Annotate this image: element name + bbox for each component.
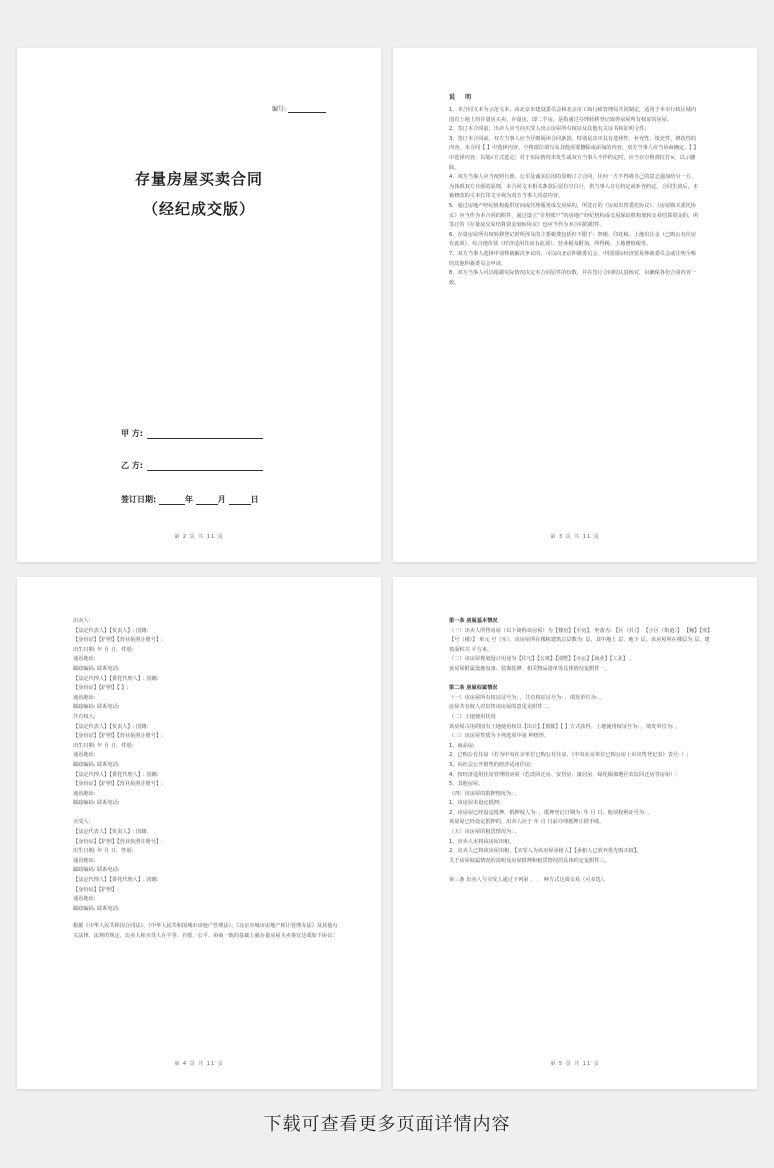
article-line: 该房屋已经设定抵押的，出卖人应于 年 月 日前办理抵押注销手续。 <box>449 819 605 826</box>
article-line: 第三条 出卖人与买受人通过下列第 、 、 种方式达成交易（可多选）。 <box>449 877 609 884</box>
notes-paragraph: 6、存量房屋所有权转移登记时所涉及的主要税费包括但不限于：契税、印花税、土地出让金（已购公有住房有此项）、综合地价款（经济适用住房有此项）、营业税及附加、所得税、土地增值税等。 <box>449 231 697 248</box>
form-line: 【法定代表人】【负责人】: 国籍: <box>73 829 149 836</box>
articles-body <box>449 617 713 886</box>
article-line: 1、该房屋未设定抵押; <box>449 800 501 807</box>
form-line: 邮政编码: 联系电话: <box>73 867 120 874</box>
contract-cover-page <box>17 48 381 562</box>
form-line: 通讯地址: <box>73 656 96 663</box>
notes-paragraph: 2、签订本合同前，出卖人应当向买受人出示房屋所有权证及其他有关证书和证明文件。 <box>449 126 650 133</box>
month-blank <box>196 496 218 505</box>
notes-paragraph: 5、通过房地产经纪机构提供居间或代理服务成交房屋的，所签订的《房屋出售委托协议》、《房屋购买委托协议》应当作为本合同的附件，通过设立“专用账户”的房地产经纪机构或交易保证机构划转交易结算资金的，所签订的《存量房交易结算资金划转协议》也应当作为本合同的附件。 <box>449 202 699 229</box>
form-line <box>73 809 341 819</box>
form-line: 【身份证】【护照】【营业执照注册号】: <box>73 637 163 644</box>
form-line: 出生日期: 年 月 日，性别: <box>73 646 134 653</box>
agreement-preamble: 根据《中华人民共和国合同法》、《中华人民共和国城市房地产管理法》、《北京市城市房地产转让管理办法》及其他有关法律、法规的规定，出卖人和买受人在平等、自愿、公平、协商一致的基础上就存量房屋买卖事宜达成如下协议: <box>73 923 338 939</box>
form-line: 邮政编码: 联系电话: <box>73 761 120 768</box>
contract-title: 存量房屋买卖合同 <box>134 170 263 188</box>
article-line: （二）该房屋规划设计用途为【住宅】【公寓】【别墅】【办公】【商业】【工业】 。 <box>449 656 635 663</box>
form-line: 通讯地址: <box>73 752 96 759</box>
form-line: 出生日期: 年 月 日，性别: <box>73 742 134 749</box>
article-line: （一）出卖人所售房屋（以下简称该房屋）为【楼房】【平房】，坐落为: 【区（县）】 【小区（街道）】 【幢】【座】【号（楼）】 单元 号（室）。该房屋所在楼栋建筑总层数为: 层，其中地上 层，地下 层。该房屋所在楼层为 层，建筑面积共 平方米。 <box>449 627 713 653</box>
page-footer: 第 4 页 共 11 页 <box>174 1061 224 1067</box>
notes-paragraph: 3、签订本合同前，双方当事人应当仔细阅读合同条款，特别是其中具有选择性、补充性、填充性、修改性的内容。本合同【 】中选择内容、空格部位填写及其他需要删除或添加的内容，双方当事人应当协商确定。【 】中选择内容，以划√方式选定；对于实际情况未发生或双方当事人不作约定时，应当在空格部位打×，以示删除。 <box>449 135 699 171</box>
article-line: 房屋共有权人对出售该房屋的意见见附件二。 <box>449 704 553 711</box>
form-line: 邮政编码: 联系电话: <box>73 800 120 807</box>
form-line: 出生日期: 年 月 日，性别: <box>73 848 134 855</box>
notes-body <box>449 106 701 288</box>
article-line: 2、出卖人已将该房屋出租，【买受人为该房屋承租人】【承租人已放弃优先购买权】。 <box>449 848 642 855</box>
article-line: 1、出卖人未将该房屋出租。 <box>449 838 515 845</box>
form-line: 【法定代理人】【委托代理人】: 国籍: <box>73 675 159 682</box>
form-line: 邮政编码: 联系电话: <box>73 665 120 672</box>
form-line: 通讯地址: <box>73 857 96 864</box>
notes-heading: 说 明 <box>449 94 476 101</box>
article-line: （二）土地使用状况 <box>449 713 496 720</box>
form-line: 【法定代理人】【委托代理人】: 国籍: <box>73 877 159 884</box>
form-line: 通讯地址: <box>73 896 96 903</box>
party-a-label: 甲 方: <box>121 429 143 438</box>
month-label: 月 <box>217 495 226 504</box>
notes-page <box>393 48 757 562</box>
article-line: （四）该房屋的抵押情况为: 。 <box>449 790 520 797</box>
article-line: 该房屋附属设施设备、装饰装修、相关物品清单等具体情况见附件一。 <box>449 665 610 672</box>
article-line: 该房屋占用的国有土地使用权以【出让】【划拨】【 】方式获得。土地使用权证号为: ，填发单位为: 。 <box>449 723 681 730</box>
parties-page <box>17 577 381 1089</box>
form-line: 【身份证】【护照】【营业执照注册号】: <box>73 838 163 845</box>
year-label: 年 <box>185 495 193 504</box>
article-line: 1、商品房; <box>449 742 475 749</box>
party-b-label: 乙 方: <box>121 461 143 470</box>
form-line: 邮政编码: 联系电话: <box>73 905 120 912</box>
articles-page <box>393 577 757 1089</box>
form-line: 共有权人: <box>73 713 96 720</box>
party-a-blank <box>147 430 263 439</box>
signing-date-field <box>121 494 259 505</box>
form-line: 【身份证】【护照】【 】: <box>73 685 129 692</box>
parties-form <box>73 617 341 942</box>
party-b-blank <box>147 462 263 471</box>
article-line <box>449 866 713 876</box>
article-line: 2、该房屋已经设定抵押，抵押权人为: ，抵押登记日期为: 年 月 日，他项权利证号为: 。 <box>449 809 653 816</box>
signing-date-label: 签订日期: <box>121 495 157 504</box>
day-blank <box>229 496 251 505</box>
form-line: 出卖人: <box>73 618 91 624</box>
article-line: 关于房屋权属情况的说明及房屋抵押和租赁情况的具体约定见附件三。 <box>449 857 610 864</box>
notes-paragraph: 1、本合同文本为示范文本，由北京市建设委员会和北京市工商行政管理局共同制定，适用于本市行政区域内国有土地上的存量房买卖，存量房，即二手房，是指通过办理转移登记取得房屋所有权证的房屋。 <box>449 107 697 123</box>
party-b-field <box>121 460 263 471</box>
form-line: 通讯地址: <box>73 694 96 701</box>
year-blank <box>159 496 185 505</box>
article-line: 3、向社会公开销售的经济适用住房; <box>449 761 532 768</box>
article-line: （一）该房屋所有权证证号为: ，共有权证证号为: ，填发单位为: 。 <box>449 694 605 701</box>
form-line: 【身份证】【护照】【营业执照注册号】: <box>73 733 163 740</box>
form-line: 买受人: <box>73 819 91 826</box>
article-line: 4、按经济适用住房管理的房屋（危改回迁房、安居房、康居房、绿化隔离地区农民回迁房等房屋）; <box>449 771 678 778</box>
article-heading: 第二条 房屋权属情况 <box>449 685 498 692</box>
day-label: 日 <box>250 495 259 504</box>
contract-subtitle: （经纪成交版） <box>142 200 255 218</box>
article-line: 2、已购公有住房（若为中央在京单位已购公有住房，《中央在京单位已购公房上市出售登记表》表号: ）; <box>449 752 689 759</box>
document-number-label: 编号: <box>271 106 286 113</box>
form-line: 通讯地址: <box>73 790 96 797</box>
form-line: 【法定代理人】【委托代理人】: 国籍: <box>73 771 159 778</box>
article-line: 5、其他房屋。 <box>449 781 484 788</box>
form-line: 【身份证】【护照】: <box>73 886 119 893</box>
article-line: （三）该房屋性质为下列选项中第 种情形。 <box>449 733 550 740</box>
party-a-field <box>121 428 263 439</box>
page-footer: 第 2 页 共 11 页 <box>174 534 224 540</box>
document-number-blank <box>288 106 326 113</box>
document-number <box>272 104 326 113</box>
notes-paragraph: 8、双方当事人可以根据实际情况决定本合同原件的份数，并在签订合同时认真核对，以确保各份合同内容一致。 <box>449 270 697 286</box>
page-footer: 第 3 页 共 11 页 <box>550 534 600 540</box>
article-line <box>449 675 713 685</box>
notes-paragraph: 4、双方当事人应当按照自愿、公平及诚实信用的原则订立合同，任何一方不得将自己的意志强加给另一方。为体现双方自愿的原则，本合同文本相关条款后留有空白行，供当事人自行约定或补充约定。合同生效后，未被修改的文本打印文字视为双方当事人同意内容。 <box>449 174 699 200</box>
article-line: （五）该房屋的租赁情况为: 。 <box>449 829 520 836</box>
download-caption: 下载可查看更多页面详情内容 <box>263 1114 511 1135</box>
form-line: 【法定代表人】【负责人】: 国籍: <box>73 627 149 634</box>
form-line: 【身份证】【护照】【营业执照注册号】: <box>73 781 163 788</box>
form-line: 【法定代表人】【负责人】: 国籍: <box>73 723 149 730</box>
page-footer: 第 5 页 共 11 页 <box>550 1061 600 1067</box>
notes-paragraph: 7、双方当事人选择申请仲裁解决争议的，可以向北京仲裁委员会、中国国际经济贸易仲裁委员会或注明全称的其他仲裁委员会申请。 <box>449 250 697 267</box>
article-heading: 第一条 房屋基本情况 <box>449 618 498 624</box>
form-line: 邮政编码: 联系电话: <box>73 704 120 711</box>
